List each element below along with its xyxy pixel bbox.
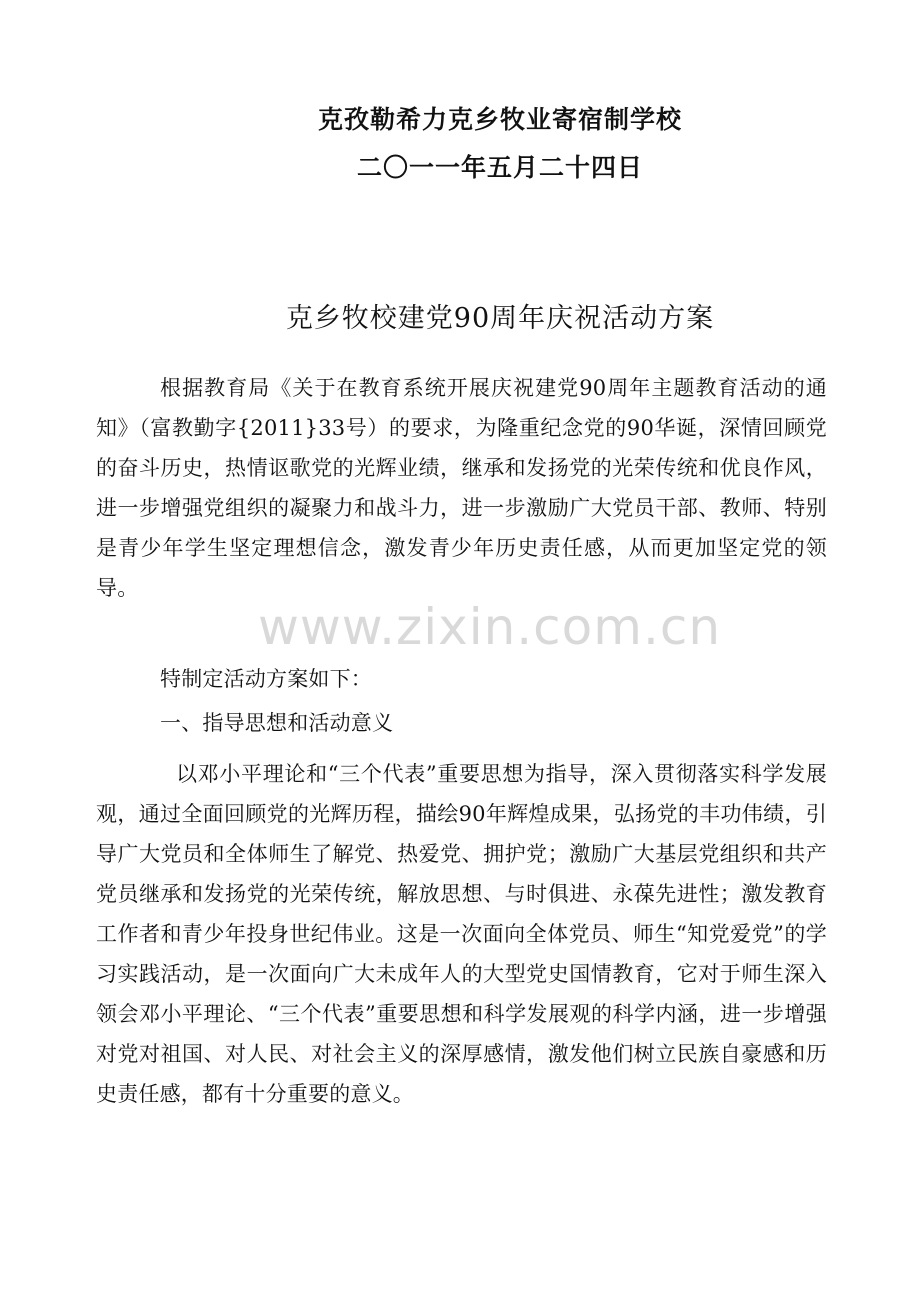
section-1-body: 以邓小平理论和“三个代表”重要思想为指导，深入贯彻落实科学发展观，通过全面回顾党的光辉历程，描绘90年辉煌成果，弘扬党的丰功伟绩，引导广大党员和全体师生了解党、热爱党、拥护党；激励广大基层党组织和共产党员继承和发扬党的光荣传统，解放思想、与时俱进、永葆先进性；激发教育工作者和青少年投身世纪伟业。这是一次面向全体党员、师生“知党爱党”的学习实践活动，是一次面向广大未成年人的大型党史国情教育，它对于师生深入领会邓小平理论、“三个代表”重要思想和科学发展观的科学内涵，进一步增强对党对祖国、对人民、对社会主义的深厚感情，激发他们树立民族自豪感和历史责任感，都有十分重要的意义。	[96, 762, 827, 1106]
section-1-heading: 一、指导思想和活动意义	[160, 711, 394, 735]
watermark: www.zixin.com.cn	[258, 598, 722, 656]
plan-intro: 特制定活动方案如下：	[160, 667, 372, 691]
school-name: 克孜勒希力克乡牧业寄宿制学校	[317, 105, 682, 134]
document-title: 克乡牧校建党90周年庆祝活动方案	[285, 303, 715, 334]
intro-paragraph: 根据教育局《关于在教育系统开展庆祝建党90周年主题教育活动的通知》（富教勤字{2011}33号）的要求，为隆重纪念党的90华诞，深情回顾党的奋斗历史，热情讴歌党的光辉业绩，继承和发扬党的光荣传统和优良作风，进一步增强党组织的凝聚力和战斗力，进一步激励广大党员干部、教师、特别是青少年学生坚定理想信念，激发青少年历史责任感，从而更加坚定党的领导。	[96, 376, 827, 600]
document-date: 二〇一一年五月二十四日	[356, 153, 643, 182]
